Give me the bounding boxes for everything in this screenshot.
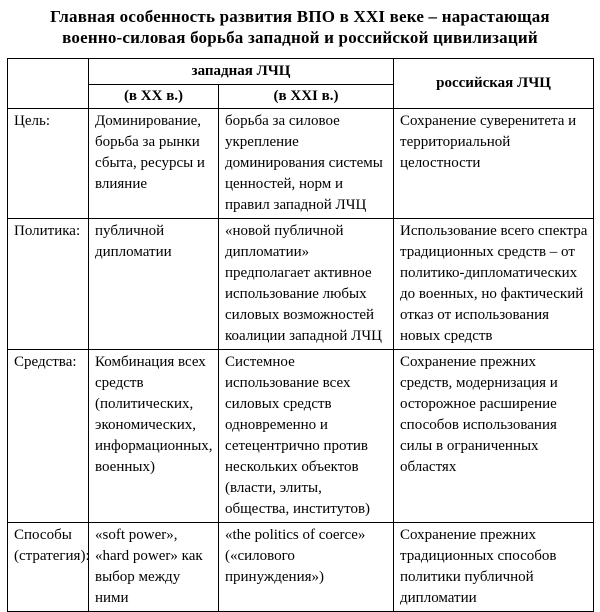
header-western-xx: (в XX в.): [89, 85, 219, 109]
page-title: [0, 6, 600, 48]
cell-policy-xxi: «новой публичной дипломатии» предполагает активное использование любых силовых возможностей коалиции западной ЛЧЦ: [219, 219, 394, 350]
cell-methods-russian: Сохранение прежних традиционных способов политики публичной дипломатии: [394, 523, 594, 612]
table-row-goal: [8, 109, 594, 219]
header-western-group: западная ЛЧЦ: [89, 59, 394, 85]
cell-means-xx: Комбинация всех средств (политических, экономических, информационных, военных): [89, 350, 219, 523]
page: [0, 6, 600, 606]
row-label-means: Средства:: [8, 350, 89, 523]
table-row-policy: [8, 219, 594, 350]
cell-goal-russian: Сохранение суверенитета и территориальной целостности: [394, 109, 594, 219]
table-row-means: [8, 350, 594, 523]
page-title-line1: Главная особенность развития ВПО в XXI веке – нарастающая: [50, 7, 550, 26]
row-label-policy: Политика:: [8, 219, 89, 350]
header-russian: российская ЛЧЦ: [394, 59, 594, 109]
header-row-top: [8, 59, 594, 85]
page-title-line2: военно-силовая борьба западной и российской цивилизаций: [62, 28, 538, 47]
header-empty-cell: [8, 59, 89, 109]
cell-policy-xx: публичной дипломатии: [89, 219, 219, 350]
table-row-methods: [8, 523, 594, 612]
row-label-goal: Цель:: [8, 109, 89, 219]
cell-means-xxi: Системное использование всех силовых средств одновременно и сетецентрично против нескольких объектов (власти, элиты, общества, институтов): [219, 350, 394, 523]
cell-methods-xx: «soft power», «hard power» как выбор между ними: [89, 523, 219, 612]
cell-goal-xxi: борьба за силовое укрепление доминирования системы ценностей, норм и правил западной ЛЧЦ: [219, 109, 394, 219]
comparison-table: [7, 58, 594, 612]
cell-methods-xxi: «the politics of coerce» («силового принуждения»): [219, 523, 394, 612]
header-western-xxi: (в XXI в.): [219, 85, 394, 109]
row-label-methods: Способы (стратегия):: [8, 523, 89, 612]
cell-goal-xx: Доминирование, борьба за рынки сбыта, ресурсы и влияние: [89, 109, 219, 219]
cell-policy-russian: Использование всего спектра традиционных средств – от политико-дипломатических до военных, но фактический отказ от использования новых средств: [394, 219, 594, 350]
cell-means-russian: Сохранение прежних средств, модернизация и осторожное расширение способов использования силы в ограниченных областях: [394, 350, 594, 523]
